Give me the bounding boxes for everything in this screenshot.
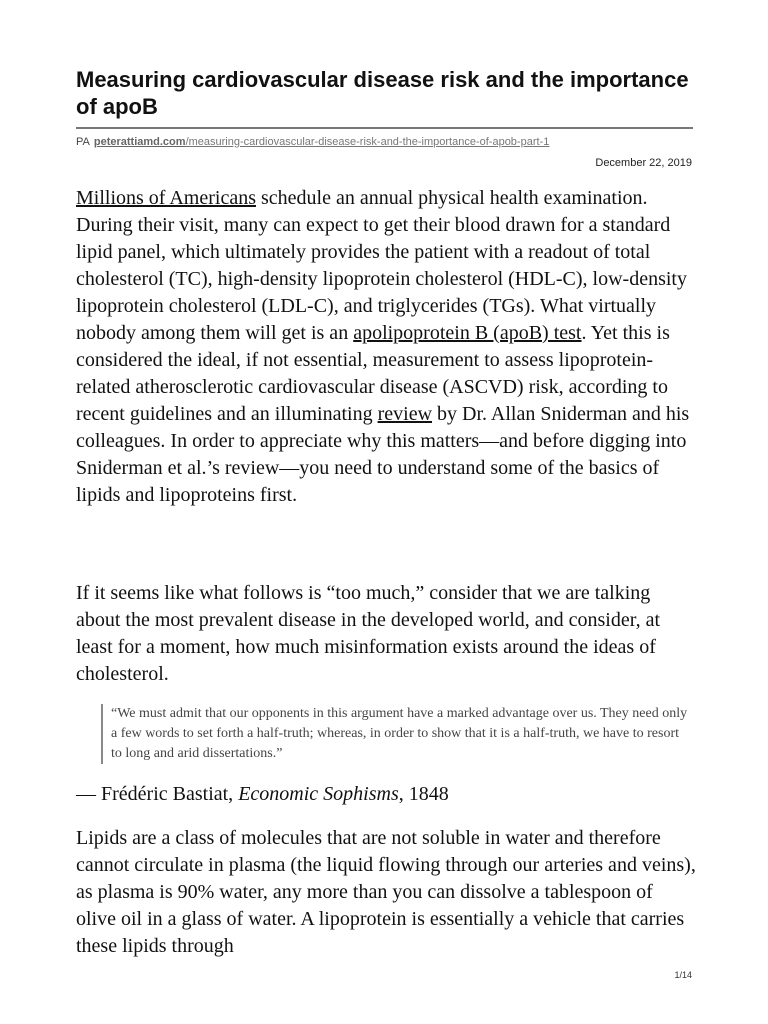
source-path-link[interactable]: /measuring-cardiovascular-disease-risk-and-the-importance-of-apob-part-1 <box>185 136 550 148</box>
page-number: 1/14 <box>674 970 692 980</box>
source-line <box>76 135 696 149</box>
paragraph-intro <box>76 185 696 509</box>
quote-attribution <box>76 781 696 808</box>
source-domain-link[interactable]: peterattiamd.com <box>93 136 186 148</box>
article-title: Measuring cardiovascular disease risk and the importance of apoB <box>76 67 689 119</box>
attribution-prefix: — Frédéric Bastiat, <box>76 783 239 805</box>
publish-date: December 22, 2019 <box>595 157 692 169</box>
attribution-year: , 1848 <box>398 783 449 805</box>
title-divider <box>76 127 693 129</box>
millions-of-americans-link[interactable]: Millions of Americans <box>76 187 256 209</box>
review-link[interactable]: review <box>377 403 433 425</box>
apob-test-link[interactable]: apolipoprotein B (apoB) test <box>353 322 582 344</box>
attribution-work: Economic Sophisms <box>238 783 399 805</box>
paragraph-intro-text-1: schedule an annual physical health examination. During their visit, many can expect to get their blood drawn for a standard lipid panel, which ultimately provides the patient with a readout of total cholesterol (TC), high-density lipoprotein cholesterol (HDL-C), low-density lipoprotein cholesterol (LDL-C), and triglycerides (TGs). What virtually nobody among them will get is an <box>76 187 687 344</box>
blockquote: “We must admit that our opponents in this argument have a marked advantage over us. They need only a few words to set forth a half-truth; whereas, in order to show that it is a half-truth, we have to resort to long and arid dissertations.” <box>101 704 691 764</box>
paragraph-lipids: Lipids are a class of molecules that are not soluble in water and therefore cannot circulate in plasma (the liquid flowing through our arteries and veins), as plasma is 90% water, any more than you can dissolve a tablespoon of olive oil in a glass of water. A lipoprotein is essentially a vehicle that carries these lipids through <box>76 827 696 957</box>
paragraph-too-much: If it seems like what follows is “too much,” consider that we are talking about the most prevalent disease in the developed world, and consider, at least for a moment, how much misinformation exists around the ideas of cholesterol. <box>76 582 661 685</box>
paragraph-intro-text-2: . Yet this is considered the ideal, if not essential, measurement to assess lipoprotein-related atherosclerotic cardiovascular disease (ASCVD) risk, according to recent guidelines and an illuminating <box>76 322 670 425</box>
paragraph-intro-text-3: by Dr. Allan Sniderman and his colleagues. In order to appreciate why this matters—and before digging into Sniderman et al.’s review—you need to understand some of the basics of lipids and lipoproteins first. <box>76 403 690 506</box>
source-prefix: PA <box>76 136 90 148</box>
